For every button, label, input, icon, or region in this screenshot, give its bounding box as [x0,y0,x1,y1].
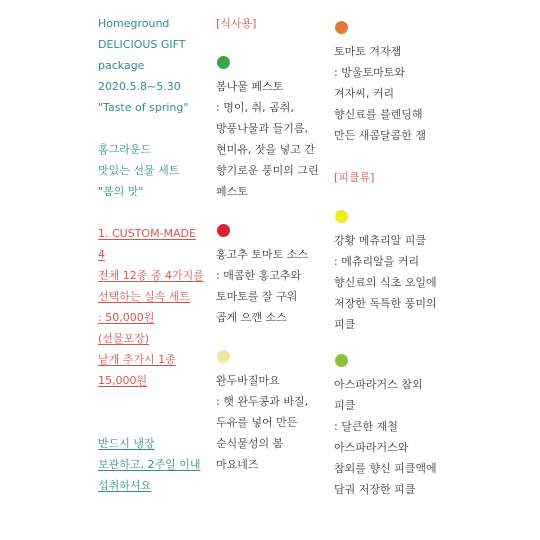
item-desc: : 햇 완두콩과 바질, [216,395,309,408]
package-title: DELICIOUS GIFT [98,38,186,51]
item-desc: : 방울토마토와 [334,66,405,79]
item-desc: 저장한 독특한 풍미의 [334,297,437,310]
package-title-ko: 맛있는 선물 세트 [98,164,180,177]
item-desc: 만든 새콤달콤한 잼 [334,129,427,142]
package-title-2: package [98,59,145,72]
storage-note: 반드시 냉장 [98,437,155,450]
item-desc: 마요네즈 [216,458,259,471]
addon-price: 15,000원 [98,374,148,387]
addon-note: 낱개 추가시 1종 [98,353,176,366]
set-name-2: 4 [98,248,105,261]
item-title: 완두바질마요 [216,374,280,387]
brand-name-ko: 홈그라운드 [98,143,152,156]
section-title-pickle: [피클류] [334,171,375,184]
date-range: 2020.5.8~5.30 [98,80,181,93]
item-desc: : 매콤한 홍고추와 [216,269,302,282]
item-title-2: 피클 [334,399,356,412]
item-desc: : 달큰한 재철 [334,420,398,433]
item-title: 봄나물 페스토 [216,80,284,93]
item-desc: 현미유, 잣을 넣고 간 [216,143,315,156]
item-title: 홍고추 토마토 소스 [216,248,309,261]
item-desc: : 명이, 취, 곰취, [216,101,294,114]
orange-dot-icon [335,21,348,34]
gift-wrap-note: (선물포장) [98,332,150,345]
lime-dot-icon [335,354,348,367]
item-desc: 참외를 향신 피클액에 [334,462,437,475]
item-desc: 아스파라거스와 [334,441,409,454]
item-desc: 향신료의 식초 오일에 [334,276,437,289]
pale-yellow-dot-icon [217,350,230,363]
item-desc: 담궈 저장한 피클 [334,483,416,496]
item-desc: 향기로운 풍미의 그린 [216,164,319,177]
green-dot-icon [217,56,230,69]
item-desc: 겨자씨, 커리 [334,87,395,100]
storage-note-2: 보관하고, 2주일 이내 [98,458,201,471]
item-desc: 두유를 넣어 만든 [216,416,298,429]
item-title: 강황 메츄리알 피클 [334,234,427,247]
tagline-en: "Taste of spring" [98,101,189,114]
set-description-2: 선택하는 실속 세트 [98,290,191,303]
item-desc: : 메츄리알을 커리 [334,255,420,268]
set-description: 전체 12종 중 4가지를 [98,269,204,282]
set-name: 1. CUSTOM-MADE [98,227,196,240]
item-desc: 페스토 [216,185,248,198]
storage-note-3: 섭취하셔요 [98,479,152,492]
item-title: 토마토 겨자잼 [334,45,402,58]
set-price: : 50,000원 [98,311,155,324]
item-desc: 순식물성의 봄 [216,437,284,450]
tagline-ko: "봄의 맛" [98,185,144,198]
yellow-dot-icon [335,210,348,223]
item-desc: 향신료를 블렌딩해 [334,108,423,121]
red-dot-icon [217,224,230,237]
section-title-meal: [식사용] [216,17,257,30]
item-desc: 곱게 으깬 소스 [216,311,287,324]
item-desc: 방풍나물과 들기름, [216,122,309,135]
item-desc: 피클 [334,318,356,331]
item-title: 아스파라거스 참외 [334,378,423,391]
item-desc: 토마토를 잘 구워 [216,290,298,303]
brand-name: Homeground [98,17,170,30]
